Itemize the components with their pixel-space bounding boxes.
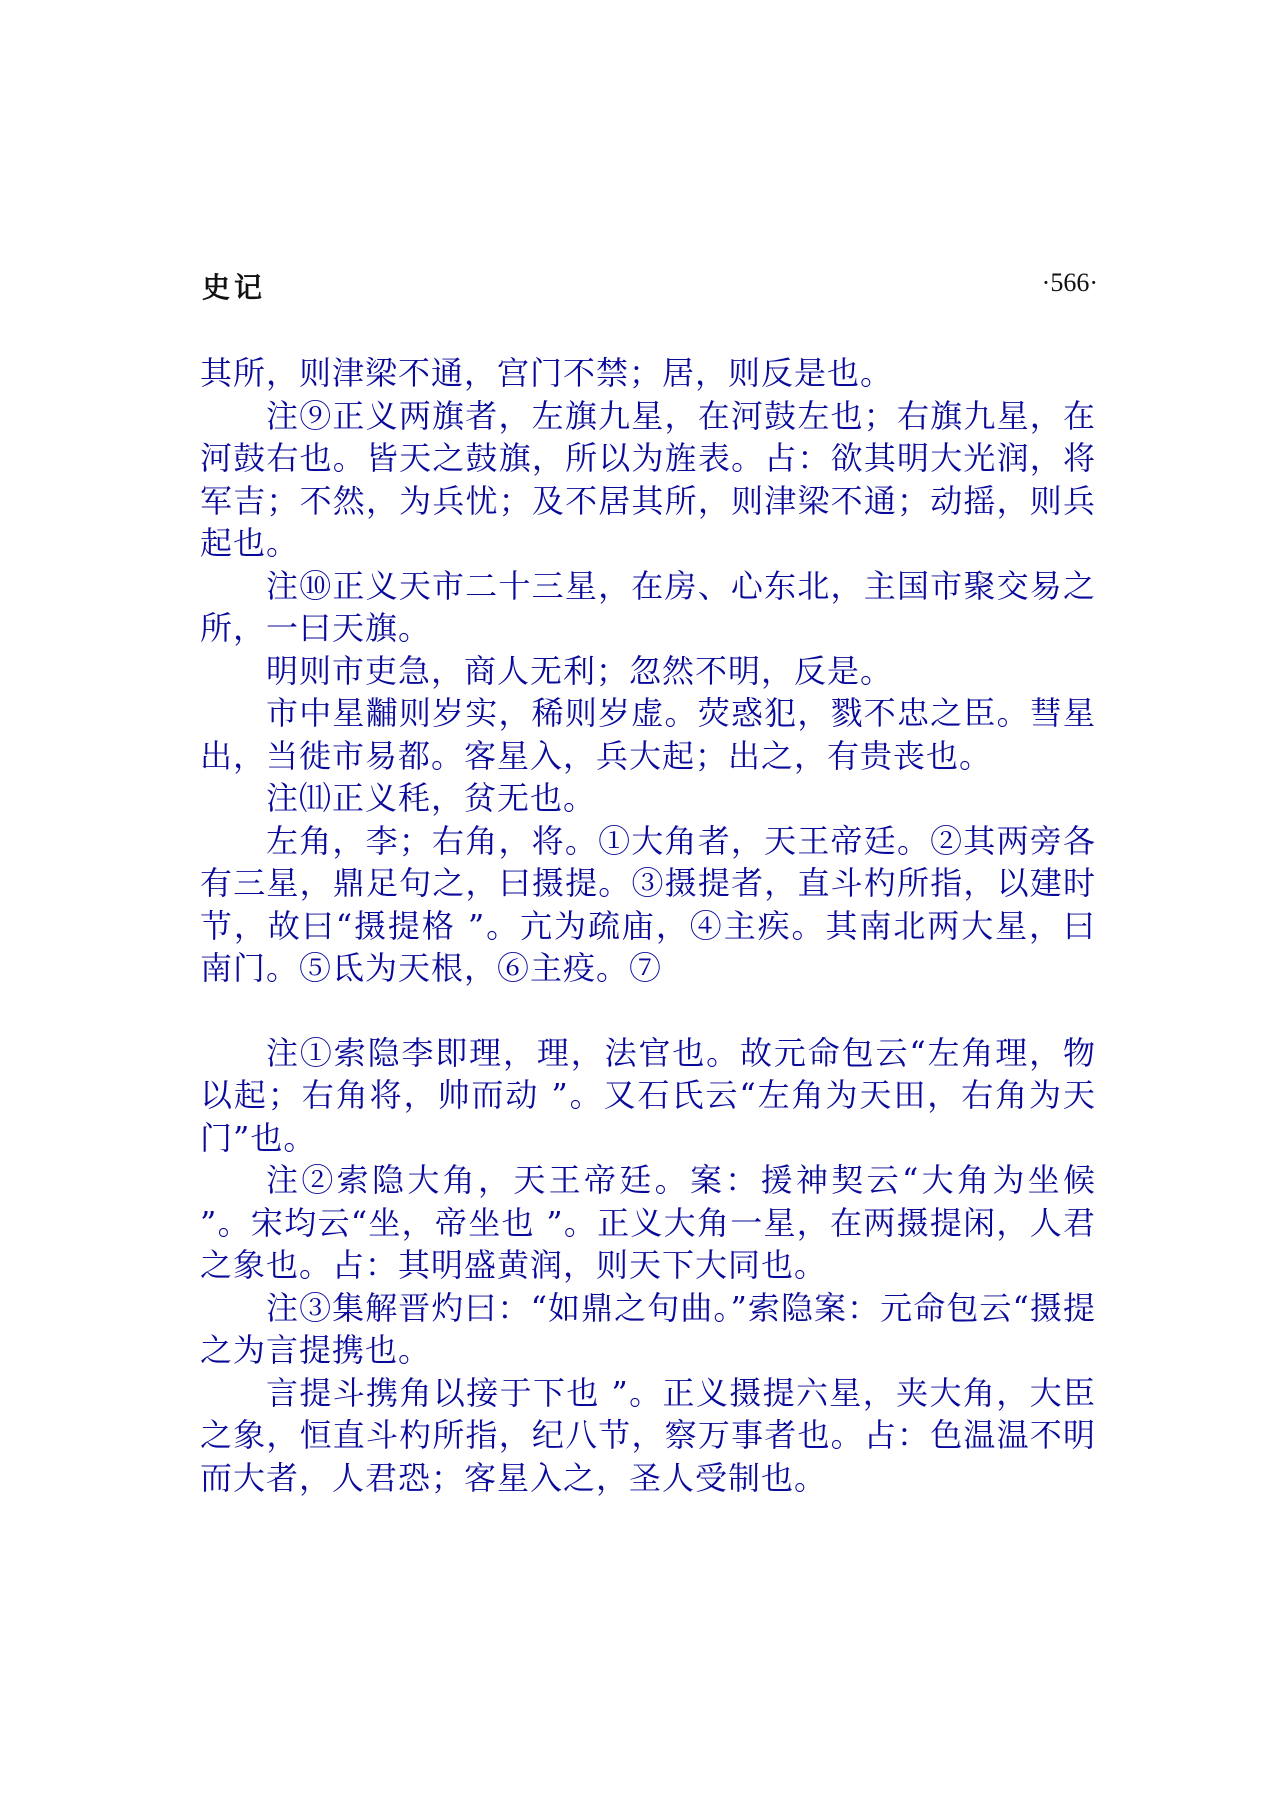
- annotation-paragraph: 言提斗携角以接于下也 ”。正义摄提六星，夹大角，大臣之象，恒直斗杓所指，纪八节，察万事者也。占：色温温不明而大者，人君恐；客星入之，圣人受制也。: [200, 1373, 1096, 1497]
- annotation-paragraph: 注⑾正义秏，贫无也。: [266, 779, 597, 817]
- text-paragraph: 左角，李；右角，将。①大角者，天王帝廷。②其两旁各有三星，鼎足句之，曰摄提。③摄提者，直斗杓所指，以建时节，故曰“摄提格 ”。亢为疏庙，④主疾。其南北两大星，曰南门。⑤氐为天根，⑥主疫。⑦: [200, 821, 1096, 987]
- text-paragraph: 明则市吏急，商人无利；忽然不明，反是。: [266, 651, 894, 690]
- page-body: [200, 352, 1096, 1499]
- annotation-paragraph: 注①索隐李即理，理，法官也。故元命包云“左角理，物以起；右角将，帅而动 ”。又石氏云“左角为天田，右角为天门”也。: [200, 1033, 1096, 1157]
- annotation-paragraph: 注⑨正义两旗者，左旗九星，在河鼓左也；右旗九星，在河鼓右也。皆天之鼓旗，所以为旌表。占：欲其明大光润，将军吉；不然，为兵忧；及不居其所，则津梁不通；动摇，则兵起也。: [200, 396, 1096, 562]
- book-title: 史记: [202, 271, 267, 304]
- annotation-paragraph: 注②索隐大角，天王帝廷。案：援神契云“大角为坐候 ”。宋均云“坐，帝坐也 ”。正义大角一星，在两摄提闲，人君之象也。占：其明盛黄润，则天下大同也。: [200, 1161, 1096, 1284]
- text-paragraph: 其所，则津梁不通，宫门不禁；居，则反是也。: [200, 354, 894, 392]
- annotation-paragraph: 注⑩正义天市二十三星，在房、心东北，主国市聚交易之所，一曰天旗。: [200, 566, 1096, 647]
- text-paragraph: 市中星黼则岁实，稀则岁虚。荧惑犯，戮不忠之臣。彗星出，当徙市易都。客星入，兵大起；出之，有贵丧也。: [200, 694, 1096, 775]
- section-gap: [200, 990, 1096, 1032]
- annotation-paragraph: 注③集解晋灼曰：“如鼎之句曲。”索隐案：元命包云“摄提之为言提携也。: [200, 1288, 1096, 1369]
- page-header: [202, 266, 1098, 312]
- page-number: ·566·: [1041, 268, 1098, 297]
